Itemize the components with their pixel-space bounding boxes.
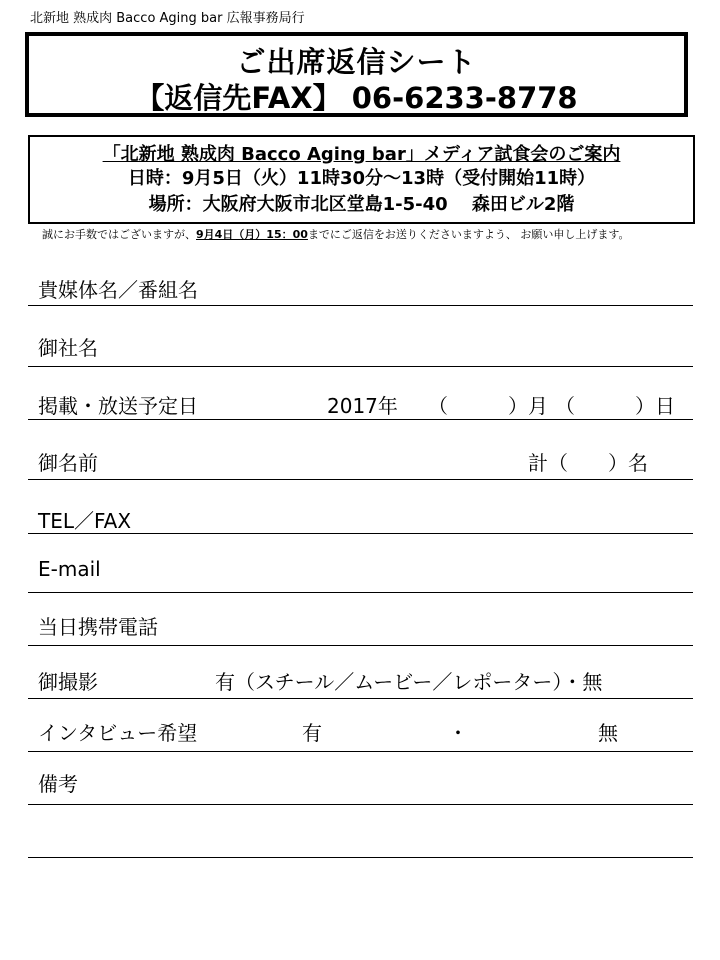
tel-fax-label: TEL／FAX <box>38 509 132 533</box>
title-box <box>25 32 688 117</box>
notice-after: までにご返信をお送りくださいますよう、 お願い申し上げます。 <box>307 228 630 241</box>
event-name-line <box>30 140 693 166</box>
attendee-count-field[interactable]: 計（ ）名 <box>528 451 648 475</box>
notice-deadline: 9月4日（月）15：00 <box>196 228 308 241</box>
interview-label: インタビュー希望 <box>38 721 198 745</box>
media-name-field[interactable] <box>28 305 693 306</box>
event-info-box <box>28 135 695 224</box>
remarks-field-line-2[interactable] <box>28 857 693 858</box>
email-label: E-mail <box>38 557 101 581</box>
publish-day-field[interactable]: （ ）日 <box>555 394 675 418</box>
photography-rule <box>28 698 693 699</box>
remarks-field-line-1[interactable] <box>28 804 693 805</box>
interview-rule <box>28 751 693 752</box>
event-name: 「北新地 熟成肉 Bacco Aging bar」メディア試食会のご案内 <box>102 144 621 165</box>
interview-yes-option[interactable]: 有 <box>302 721 322 745</box>
publish-date-label: 掲載・放送予定日 <box>38 394 198 418</box>
remarks-label: 備考 <box>38 772 78 796</box>
email-field[interactable] <box>28 592 693 593</box>
company-label: 御社名 <box>38 336 98 360</box>
photography-label: 御撮影 <box>38 670 98 694</box>
interview-separator: ・ <box>448 721 468 745</box>
event-datetime: 日時：9月5日（火）11時30分～13時（受付開始11時） <box>127 168 596 189</box>
tel-fax-field[interactable] <box>28 533 693 534</box>
publish-year: 2017年 <box>327 394 398 418</box>
photography-options[interactable]: 有（スチール／ムービー／レポーター）・無 <box>215 670 603 694</box>
event-venue: 場所：大阪府大阪市北区堂島1-5-40 森田ビル2階 <box>148 194 575 215</box>
company-field[interactable] <box>28 366 693 367</box>
attendee-name-field[interactable] <box>28 479 693 480</box>
mobile-phone-label: 当日携帯電話 <box>38 615 158 639</box>
publish-month-field[interactable]: （ ）月 <box>428 394 548 418</box>
media-name-label: 貴媒体名／番組名 <box>38 278 198 302</box>
notice-before: 誠にお手数ではございますが、 <box>42 228 196 241</box>
reply-deadline-notice <box>42 226 630 242</box>
mobile-phone-field[interactable] <box>28 645 693 646</box>
publish-date-rule <box>28 419 693 420</box>
reply-fax-number: 【返信先FAX】 06-6233-8778 <box>135 81 578 115</box>
sheet-title: ご出席返信シート <box>236 45 477 79</box>
issuer-line: 北新地 熟成肉 Bacco Aging bar 広報事務局行 <box>30 11 305 26</box>
interview-no-option[interactable]: 無 <box>598 721 618 745</box>
attendee-name-label: 御名前 <box>38 451 98 475</box>
